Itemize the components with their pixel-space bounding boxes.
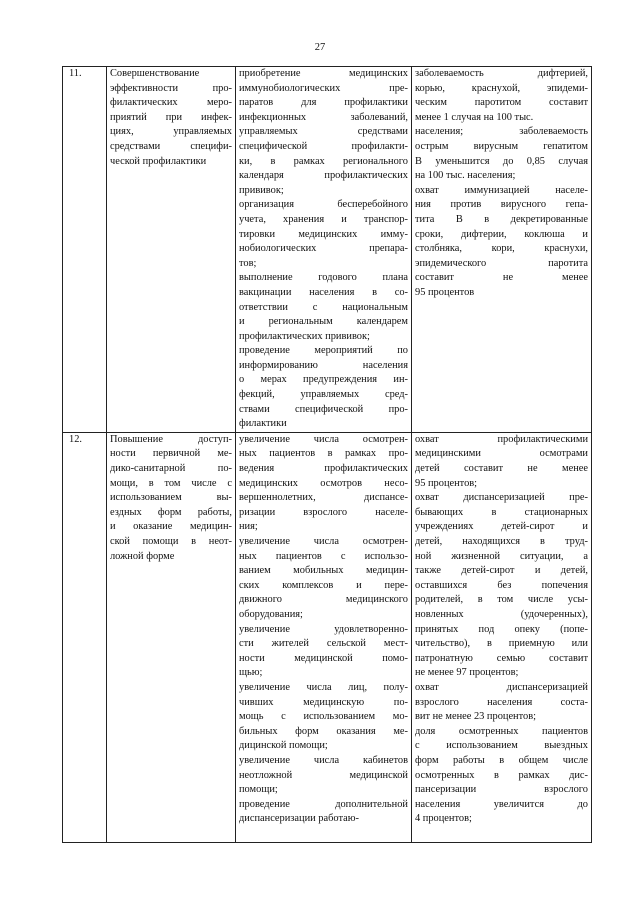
results-cell: [412, 432, 592, 842]
text-line: нобиологических препара-: [239, 243, 408, 255]
text-line: прививок;: [239, 184, 284, 196]
text-line: филактики: [239, 418, 287, 430]
text-line: родителей, в том числе усы-: [415, 594, 588, 606]
text-line: паратов для профилактики: [239, 97, 408, 109]
text-line: ности первичной ме-: [110, 448, 232, 460]
text-line: эффективности про-: [110, 82, 232, 94]
results-text: [415, 67, 588, 301]
text-line: увеличение числа осмотрен-: [239, 536, 408, 547]
text-line: календаря профилактических: [239, 170, 408, 182]
text-line: ответствии с национальным: [239, 301, 408, 313]
text-line: и региональным календарем: [239, 316, 408, 328]
text-line: с использованием выездных: [415, 740, 588, 752]
text-line: на 100 тыс. населения;: [415, 170, 516, 182]
text-line: медицинскими осмотрами: [415, 448, 588, 460]
text-line: составит не менее: [415, 272, 588, 284]
text-line: форм работы в общем числе: [415, 754, 588, 766]
text-line: пансеризации взрослого: [415, 784, 588, 796]
text-line: мощь с использованием мо-: [239, 711, 408, 723]
text-line: учреждениях детей-сирот и: [415, 521, 588, 533]
text-line: приятий при инфек-: [110, 111, 232, 123]
text-line: циях, управляемых: [110, 126, 232, 138]
text-line: менее 1 случая на 100 тыс.: [415, 111, 534, 123]
text-line: заболеваемость дифтерией,: [415, 68, 588, 79]
text-line: острым вирусным гепатитом: [415, 140, 588, 152]
text-line: ствами специфической про-: [239, 403, 408, 415]
text-line: увеличение числа лиц, полу-: [239, 681, 408, 693]
text-line: корью, краснухой, эпидеми-: [415, 82, 588, 94]
text-line: дико-санитарной по-: [110, 463, 232, 475]
text-line: увеличение числа осмотрен-: [239, 433, 408, 445]
results-cell: [412, 67, 592, 433]
text-line: эпидемического паротита: [415, 257, 588, 269]
text-line: иммунобиологических пре-: [239, 82, 408, 94]
row-number: 11.: [69, 68, 82, 79]
text-line: мощи, в том числе с: [110, 477, 232, 489]
text-line: увеличение числа кабинетов: [239, 754, 408, 766]
table-row: [63, 432, 592, 842]
text-line: инфекционных заболеваний,: [239, 111, 408, 123]
measures-text: [239, 67, 408, 432]
text-line: доля осмотренных пациентов: [415, 725, 588, 737]
text-line: дицинской помощи;: [239, 740, 328, 752]
text-line: диспансеризации работаю-: [239, 813, 359, 825]
text-line: новленных (удочеренных),: [415, 608, 588, 620]
text-line: бильных форм оказания ме-: [239, 725, 408, 737]
text-line: ризации взрослого населе-: [239, 506, 408, 518]
text-line: ки, в рамках регионального: [239, 155, 408, 167]
program-table: [62, 66, 592, 843]
text-line: оборудования;: [239, 608, 303, 620]
text-line: филактических меро-: [110, 97, 232, 109]
text-line: вакцинации населения в со-: [239, 286, 408, 298]
text-line: ских комплексов и пере-: [239, 579, 408, 591]
text-line: 4 процентов;: [415, 813, 472, 825]
text-line: ведения профилактических: [239, 463, 408, 475]
text-line: проведение дополнительной: [239, 798, 408, 810]
text-line: охват диспансеризацией: [415, 681, 588, 693]
text-line: фекций, управляемых сред-: [239, 389, 408, 401]
text-line: о мерах предупреждения ин-: [239, 374, 408, 386]
text-line: щью;: [239, 667, 263, 679]
text-line: осмотренных в рамках дис-: [415, 769, 588, 781]
text-line: ния;: [239, 521, 258, 533]
text-line: бывающих в стационарных: [415, 506, 588, 518]
text-line: оставшихся без попечения: [415, 579, 588, 591]
text-line: тита В в декретированные: [415, 213, 588, 225]
text-line: сти жителей сельской мест-: [239, 638, 408, 650]
text-line: чительство), в приемную или: [415, 638, 588, 650]
measures-cell: [236, 67, 412, 433]
table-row: [63, 67, 592, 433]
text-line: чивших медицинскую по-: [239, 696, 408, 708]
task-title: [110, 67, 232, 169]
text-line: сроки, дифтерии, коклюша и: [415, 228, 588, 240]
text-line: ных пациентов с использо-: [239, 550, 408, 562]
text-line: населения увеличится до: [415, 798, 588, 810]
text-line: патронатную семью составит: [415, 652, 588, 664]
text-line: движного медицинского: [239, 594, 408, 606]
task-title-cell: [107, 67, 236, 433]
text-line: населения; заболеваемость: [415, 126, 588, 138]
text-line: использованием вы-: [110, 492, 232, 504]
text-line: выполнение годового плана: [239, 272, 408, 284]
text-line: помощи;: [239, 784, 278, 796]
text-line: охват диспансеризацией пре-: [415, 492, 588, 504]
text-line: вит не менее 23 процентов;: [415, 711, 537, 723]
row-number: 12.: [69, 433, 82, 445]
text-line: и оказание медицин-: [110, 521, 232, 533]
text-line: охват профилактическими: [415, 433, 588, 445]
text-line: ности медицинской помо-: [239, 652, 408, 664]
task-title: [110, 433, 232, 564]
text-line: охват иммунизацией населе-: [415, 184, 588, 196]
text-line: приобретение медицинских: [239, 68, 408, 79]
text-line: детей, находящихся в труд-: [415, 536, 588, 547]
text-line: также детей-сирот и детей,: [415, 565, 588, 577]
text-line: тов;: [239, 257, 257, 269]
measures-cell: [236, 432, 412, 842]
text-line: ванием мобильных медицин-: [239, 565, 408, 577]
text-line: ния против вирусного гепа-: [415, 199, 588, 211]
text-line: неотложной медицинской: [239, 769, 408, 781]
text-line: увеличение удовлетворенно-: [239, 623, 408, 635]
text-line: организация бесперебойного: [239, 199, 408, 211]
text-line: Совершенствование: [110, 68, 200, 79]
measures-text: [239, 433, 408, 827]
text-line: вершеннолетних, диспансе-: [239, 492, 408, 504]
text-line: ных пациентов в рамках про-: [239, 448, 408, 460]
text-line: информированию населения: [239, 359, 408, 371]
text-line: управляемых средствами: [239, 126, 408, 138]
text-line: принятых под опеку (попе-: [415, 623, 588, 635]
text-line: ческим паротитом составит: [415, 97, 588, 109]
text-line: ездных форм работы,: [110, 506, 232, 518]
text-line: средствами специфи-: [110, 140, 232, 152]
text-line: столбняка, кори, краснухи,: [415, 243, 588, 255]
text-line: 95 процентов;: [415, 477, 478, 489]
text-line: специфической профилакти-: [239, 140, 408, 152]
text-line: детей составит не менее: [415, 463, 588, 475]
text-line: ложной форме: [110, 550, 175, 562]
text-line: Повышение доступ-: [110, 433, 232, 445]
text-line: ческой профилактики: [110, 155, 207, 167]
text-line: медицинских осмотров несо-: [239, 477, 408, 489]
text-line: профилактических прививок;: [239, 330, 370, 342]
text-line: учета, хранения и транспор-: [239, 213, 408, 225]
text-line: не менее 97 процентов;: [415, 667, 519, 679]
text-line: 95 процентов: [415, 286, 475, 298]
text-line: В уменьшится до 0,85 случая: [415, 155, 588, 167]
text-line: ной жизненной ситуации, а: [415, 550, 588, 562]
text-line: проведение мероприятий по: [239, 345, 408, 357]
text-line: взрослого населения соста-: [415, 696, 588, 708]
row-number-cell: [63, 432, 107, 842]
row-number-cell: [63, 67, 107, 433]
task-title-cell: [107, 432, 236, 842]
text-line: ской помощи в неот-: [110, 536, 232, 547]
results-text: [415, 433, 588, 827]
text-line: тировки медицинских имму-: [239, 228, 408, 240]
page-number: 27: [314, 42, 326, 53]
